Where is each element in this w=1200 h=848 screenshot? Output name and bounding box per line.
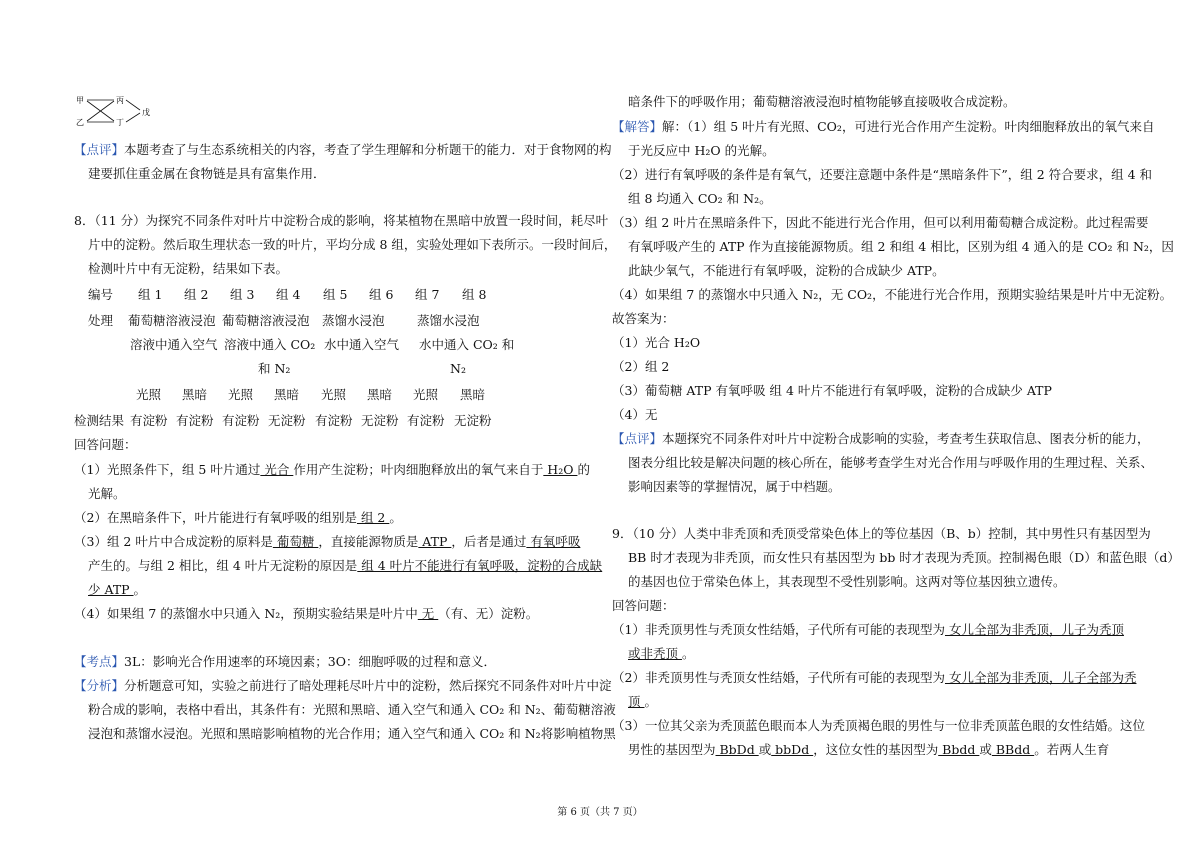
web-arrow <box>126 113 140 122</box>
table-result-cell: 有淀粉 <box>130 413 168 428</box>
b3-answer-3: Bbdd <box>938 742 980 757</box>
table-result-cell: 有淀粉 <box>315 413 353 428</box>
r-dianping-line <box>612 431 1150 447</box>
a2-text-2: 。 <box>389 510 402 525</box>
a1-answer-1: 光合 <box>260 462 294 477</box>
q8-line-2: 片中的淀粉。然后取生理状态一致的叶片，平均分成 8 组，实验处理如下表所示。一段时间后， <box>88 237 617 252</box>
q9-line-1: 9．（10 分）人类中非秃顶和秃顶受常染色体上的等位基因（B、b）控制，其中男性只有基因型为 <box>612 526 1151 541</box>
table-treatment-cell: 蒸馏水浸泡 <box>322 313 385 328</box>
table-result-cell: 无淀粉 <box>361 413 399 428</box>
q8-line-1: 8．（11 分）为探究不同条件对叶片中淀粉合成的影响，将某植物在黑暗中放置一段时间，耗尽叶 <box>74 213 609 228</box>
table-light-cell: 光照 <box>228 387 254 402</box>
r-line-5: 组 8 均通入 CO₂ 和 N₂。 <box>628 191 772 206</box>
a2-text-1: （2）在黑暗条件下，叶片能进行有氧呼吸的组别是 <box>74 510 357 525</box>
table-header-cell: 编号 <box>88 287 114 302</box>
q8-line-3: 检测叶片中有无淀粉，结果如下表。 <box>88 261 289 276</box>
a3-answer-1: 葡萄糖 <box>272 534 319 549</box>
fenxi-line-1 <box>74 678 612 694</box>
b3-text-5: 。若两人生育 <box>1034 742 1110 757</box>
dianping-text: 本题考查了与生态系统相关的内容，考查了学生理解和分析题干的能力．对于食物网的构 <box>124 142 612 157</box>
table-treatment-cell: 葡萄糖溶液浸泡 <box>222 313 310 328</box>
a1-line-1 <box>74 462 590 478</box>
answer-prompt: 回答问题： <box>74 437 137 452</box>
table-header-cell: 组 1 <box>138 287 163 302</box>
table-header-cell: 组 8 <box>462 287 487 302</box>
table-treatment-cell: 和 N₂ <box>258 361 291 376</box>
b1-answer-2: 或非秃顶 <box>628 646 682 661</box>
r-dianping-tag: 【点评】 <box>612 431 663 446</box>
food-web-svg <box>70 92 160 128</box>
table-header-cell: 组 7 <box>415 287 440 302</box>
table-treatment-cell: 水中通入 CO₂ 和 <box>419 337 515 352</box>
r-line-8: 此缺少氧气，不能进行有氧呼吸，淀粉的合成缺少 ATP。 <box>628 263 945 278</box>
table-treatment-cell: 蒸馏水浸泡 <box>417 313 480 328</box>
jieda-tag: 【解答】 <box>612 119 663 134</box>
a1-line-2: 光解。 <box>88 486 126 501</box>
fenxi-line-2: 粉合成的影响，表格中看出，其条件有：光照和黑暗、通入空气和通入 CO₂ 和 N₂、葡萄糖溶液 <box>88 702 616 717</box>
table-header-cell: 组 5 <box>323 287 348 302</box>
table-header-cell: 组 3 <box>230 287 255 302</box>
a3-answer-5: 少 ATP <box>88 582 134 597</box>
web-node-a: 甲 <box>76 96 84 105</box>
b1-line-2 <box>628 646 695 662</box>
table-row-label: 检测结果 <box>74 413 125 428</box>
a3-text-2: ，直接能源物质是 <box>318 534 419 549</box>
table-result-cell: 有淀粉 <box>222 413 260 428</box>
jieda-text: 解：（1）组 5 叶片有光照、CO₂，可进行光合作用产生淀粉。叶肉细胞释放出的氧气来自 <box>662 119 1155 134</box>
fenxi-text-1: 分析题意可知，实验之前进行了暗处理耗尽叶片中的淀粉，然后探究不同条件对叶片中淀 <box>124 678 612 693</box>
a1-text-2: 作用产生淀粉；叶肉细胞释放出的氧气来自于 <box>293 462 544 477</box>
a3-answer-4: 组 4 叶片不能进行有氧呼吸，淀粉的合成缺 <box>357 558 603 573</box>
table-row-label: 处理 <box>88 313 114 328</box>
r-line-17: 影响因素等的掌握情况，属于中档题。 <box>628 479 841 494</box>
page-footer: 第 6 页（共 7 页） <box>557 807 643 818</box>
b1-answer-1: 女儿全部为非秃顶，儿子为秃顶 <box>944 622 1124 637</box>
a1-answer-2: H₂O <box>543 462 578 477</box>
table-treatment-cell: 葡萄糖溶液浸泡 <box>128 313 216 328</box>
table-light-cell: 光照 <box>413 387 439 402</box>
table-result-cell: 无淀粉 <box>268 413 306 428</box>
table-header-cell: 组 4 <box>276 287 301 302</box>
a2-answer: 组 2 <box>356 510 390 525</box>
a3-text-3: ，后者是通过 <box>451 534 527 549</box>
web-arrow <box>126 100 140 110</box>
b3-text-1: 男性的基因型为 <box>628 742 716 757</box>
b3-answer-2: bbDd <box>771 742 814 757</box>
r-dianping-text: 本题探究不同条件对叶片中淀粉合成影响的实验，考查考生获取信息、图表分析的能力， <box>662 431 1150 446</box>
table-header-cell: 组 6 <box>369 287 394 302</box>
web-node-e: 戊 <box>142 108 150 117</box>
table-light-cell: 黑暗 <box>182 387 208 402</box>
table-result-cell: 有淀粉 <box>407 413 445 428</box>
a1-text-1: （1）光照条件下，组 5 叶片通过 <box>74 462 261 477</box>
table-light-cell: 黑暗 <box>460 387 486 402</box>
table-treatment-cell: 水中通入空气 <box>324 337 400 352</box>
r-line-14: （4）无 <box>612 407 658 422</box>
a4-answer: 无 <box>417 606 439 621</box>
a4-text-1: （4）如果组 7 的蒸馏水中只通入 N₂，预期实验结果是叶片中 <box>74 606 418 621</box>
web-node-d: 丁 <box>116 118 124 127</box>
a3-text-1: （3）组 2 叶片中合成淀粉的原料是 <box>74 534 273 549</box>
a4-line <box>74 606 538 622</box>
dianping-line-2: 建要抓住重金属在食物链是具有富集作用． <box>88 166 326 181</box>
a3-answer-2: ATP <box>418 534 452 549</box>
dianping-tag: 【点评】 <box>74 142 125 157</box>
web-node-c: 丙 <box>116 96 124 105</box>
b3-answer-1: BbDd <box>715 742 759 757</box>
a3-text-4: 产生的。与组 2 相比，组 4 叶片无淀粉的原因是 <box>88 558 358 573</box>
b2-line-1 <box>612 670 1136 686</box>
a3-answer-3: 有氧呼吸 <box>526 534 581 549</box>
a3-line-2 <box>88 558 602 574</box>
table-light-cell: 黑暗 <box>367 387 393 402</box>
b1-line-1 <box>612 622 1124 638</box>
table-light-cell: 黑暗 <box>274 387 300 402</box>
a4-text-2: （有、无）淀粉。 <box>438 606 539 621</box>
b3-answer-4: BBdd <box>991 742 1035 757</box>
a3-line-3 <box>88 582 146 598</box>
table-result-cell: 无淀粉 <box>454 413 492 428</box>
a3-line-1 <box>74 534 580 550</box>
b2-text-1: （2）非秃顶男性与秃顶女性结婚，子代所有可能的表现型为 <box>612 670 945 685</box>
b3-line-2 <box>628 742 1109 758</box>
r-line-1: 暗条件下的呼吸作用；葡萄糖溶液浸泡时植物能够直接吸收合成淀粉。 <box>628 94 1016 109</box>
b3-line-1: （3）一位其父亲为秃顶蓝色眼而本人为秃顶褐色眼的男性与一位非秃顶蓝色眼的女性结婚。这位 <box>612 718 1145 733</box>
a2-line <box>74 510 402 526</box>
b2-answer-2: 顶 <box>628 694 645 709</box>
r-line-4: （2）进行有氧呼吸的条件是有氧气，还要注意题中条件是“黑暗条件下”，组 2 符合要求，组 4 和 <box>612 167 1153 182</box>
r-line-9: （4）如果组 7 的蒸馏水中只通入 N₂，无 CO₂，不能进行光合作用，预期实验结果是叶片中无淀粉。 <box>612 287 1173 302</box>
r-line-16: 图表分组比较是解决问题的核心所在，能够考查学生对光合作用与呼吸作用的生理过程、关系、 <box>628 455 1154 470</box>
a3-text-5: 。 <box>133 582 147 597</box>
fenxi-line-3: 浸泡和蒸馏水浸泡。光照和黑暗影响植物的光合作用；通入空气和通入 CO₂ 和 N₂将影响植物黑 <box>88 726 616 741</box>
table-treatment-cell: 溶液中通入空气 <box>130 337 218 352</box>
food-web-diagram <box>70 92 160 131</box>
r-line-7: 有氧呼吸产生的 ATP 作为直接能源物质。组 2 和组 4 相比，区别为组 4 通入的是 CO₂ 和 N₂，因 <box>628 239 1174 254</box>
b1-text-2: 。 <box>681 646 695 661</box>
r-line-11: （1）光合 H₂O <box>612 335 701 350</box>
r-line-13: （3）葡萄糖 ATP 有氧呼吸 组 4 叶片不能进行有氧呼吸，淀粉的合成缺少 ATP <box>612 383 1052 398</box>
b3-text-2: 或 <box>758 742 772 757</box>
b3-text-3: ，这位女性的基因型为 <box>813 742 939 757</box>
table-light-cell: 光照 <box>321 387 347 402</box>
kaodian-tag: 【考点】 <box>74 654 125 669</box>
q9-line-4: 回答问题： <box>612 598 675 613</box>
table-result-cell: 有淀粉 <box>176 413 214 428</box>
r-line-10: 故答案为： <box>612 311 675 326</box>
b2-line-2 <box>628 694 657 710</box>
q9-line-2: BB 时才表现为非秃顶，而女性只有基因型为 bb 时才表现为秃顶。控制褐色眼（D）和蓝色眼（d） <box>628 550 1180 565</box>
b2-text-2: 。 <box>644 694 657 709</box>
r-line-6: （3）组 2 叶片在黑暗条件下，因此不能进行光合作用，但可以利用葡萄糖合成淀粉。此过程需要 <box>612 215 1149 230</box>
fenxi-tag: 【分析】 <box>74 678 125 693</box>
web-node-b: 乙 <box>76 118 84 127</box>
table-header-cell: 组 2 <box>184 287 209 302</box>
r-line-3: 于光反应中 H₂O 的光解。 <box>628 143 775 158</box>
jieda-line <box>612 119 1154 135</box>
kaodian-text: 3L：影响光合作用速率的环境因素；3O：细胞呼吸的过程和意义． <box>124 654 496 669</box>
a1-text-3: 的 <box>577 462 590 477</box>
b2-answer-1: 女儿全部为非秃顶，儿子全部为秃 <box>944 670 1137 685</box>
kaodian-line <box>74 654 496 670</box>
table-light-cell: 光照 <box>136 387 162 402</box>
table-treatment-cell: N₂ <box>450 361 466 376</box>
r-line-12: （2）组 2 <box>612 359 670 374</box>
dianping-line-1 <box>74 142 612 158</box>
q9-line-3: 的基因也位于常染色体上，其表现型不受性别影响。这两对等位基因独立遗传。 <box>628 574 1066 589</box>
b1-text-1: （1）非秃顶男性与秃顶女性结婚，子代所有可能的表现型为 <box>612 622 945 637</box>
table-treatment-cell: 溶液中通入 CO₂ <box>224 337 316 352</box>
b3-text-4: 或 <box>979 742 992 757</box>
